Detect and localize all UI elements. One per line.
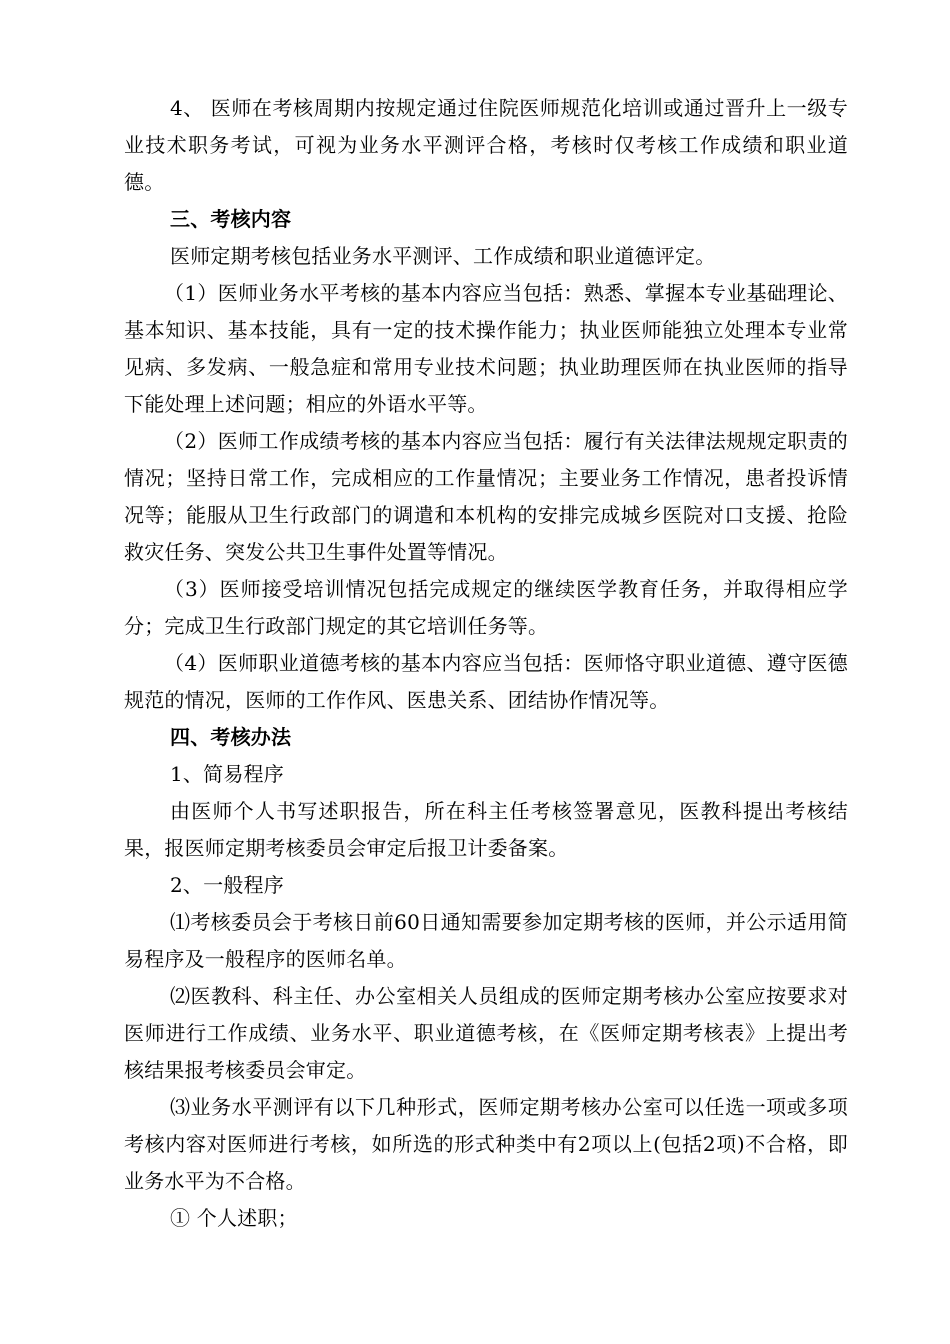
paragraph-general-procedure-1: ⑴考核委员会于考核日前60日通知需要参加定期考核的医师，并公示适用简易程序及一般程序的医师名单。 <box>124 910 848 971</box>
paragraph-general-procedure-item-1: ① 个人述职； <box>170 1206 298 1230</box>
paragraph-item-4: 4、 医师在考核周期内按规定通过住院医师规范化培训或通过晋升上一级专业技术职务考试，可视为业务水平测评合格，考核时仅考核工作成绩和职业道德。 <box>124 96 848 194</box>
paragraph-general-procedure-3: ⑶业务水平测评有以下几种形式，医师定期考核办公室可以任选一项或多项考核内容对医师进行考核，如所选的形式种类中有2项以上(包括2项)不合格，即业务水平为不合格。 <box>124 1095 848 1193</box>
paragraph-content-3: （3）医师接受培训情况包括完成规定的继续医学教育任务，并取得相应学分；完成卫生行政部门规定的其它培训任务等。 <box>124 577 848 638</box>
paragraph-general-procedure-2: ⑵医教科、科主任、办公室相关人员组成的医师定期考核办公室应按要求对医师进行工作成绩、业务水平、职业道德考核，在《医师定期考核表》上提出考核结果报考核委员会审定。 <box>124 984 848 1082</box>
paragraph-content-1: （1）医师业务水平考核的基本内容应当包括：熟悉、掌握本专业基础理论、基本知识、基本技能，具有一定的技术操作能力；执业医师能独立处理本专业常见病、多发病、一般急症和常用专业技术问题；执业助理医师在执业医师的指导下能处理上述问题；相应的外语水平等。 <box>124 281 848 416</box>
document-body <box>124 90 848 1237</box>
paragraph-simple-procedure: 由医师个人书写述职报告，所在科主任考核签署意见，医教科提出考核结果，报医师定期考核委员会审定后报卫计委备案。 <box>124 799 848 860</box>
section-heading-method: 四、考核办法 <box>170 725 292 749</box>
paragraph-content-2: （2）医师工作成绩考核的基本内容应当包括：履行有关法律法规规定职责的情况；坚持日常工作，完成相应的工作量情况；主要业务工作情况，患者投诉情况等；能服从卫生行政部门的调遣和本机构的安排完成城乡医院对口支援、抢险救灾任务、突发公共卫生事件处置等情况。 <box>124 429 848 564</box>
section-heading-content: 三、考核内容 <box>170 207 292 231</box>
paragraph-general-procedure-title: 2、一般程序 <box>170 873 284 897</box>
paragraph-content-intro: 医师定期考核包括业务水平测评、工作成绩和职业道德评定。 <box>170 244 716 268</box>
paragraph-simple-procedure-title: 1、简易程序 <box>170 762 284 786</box>
paragraph-content-4: （4）医师职业道德考核的基本内容应当包括：医师恪守职业道德、遵守医德规范的情况，医师的工作作风、医患关系、团结协作情况等。 <box>124 651 848 712</box>
